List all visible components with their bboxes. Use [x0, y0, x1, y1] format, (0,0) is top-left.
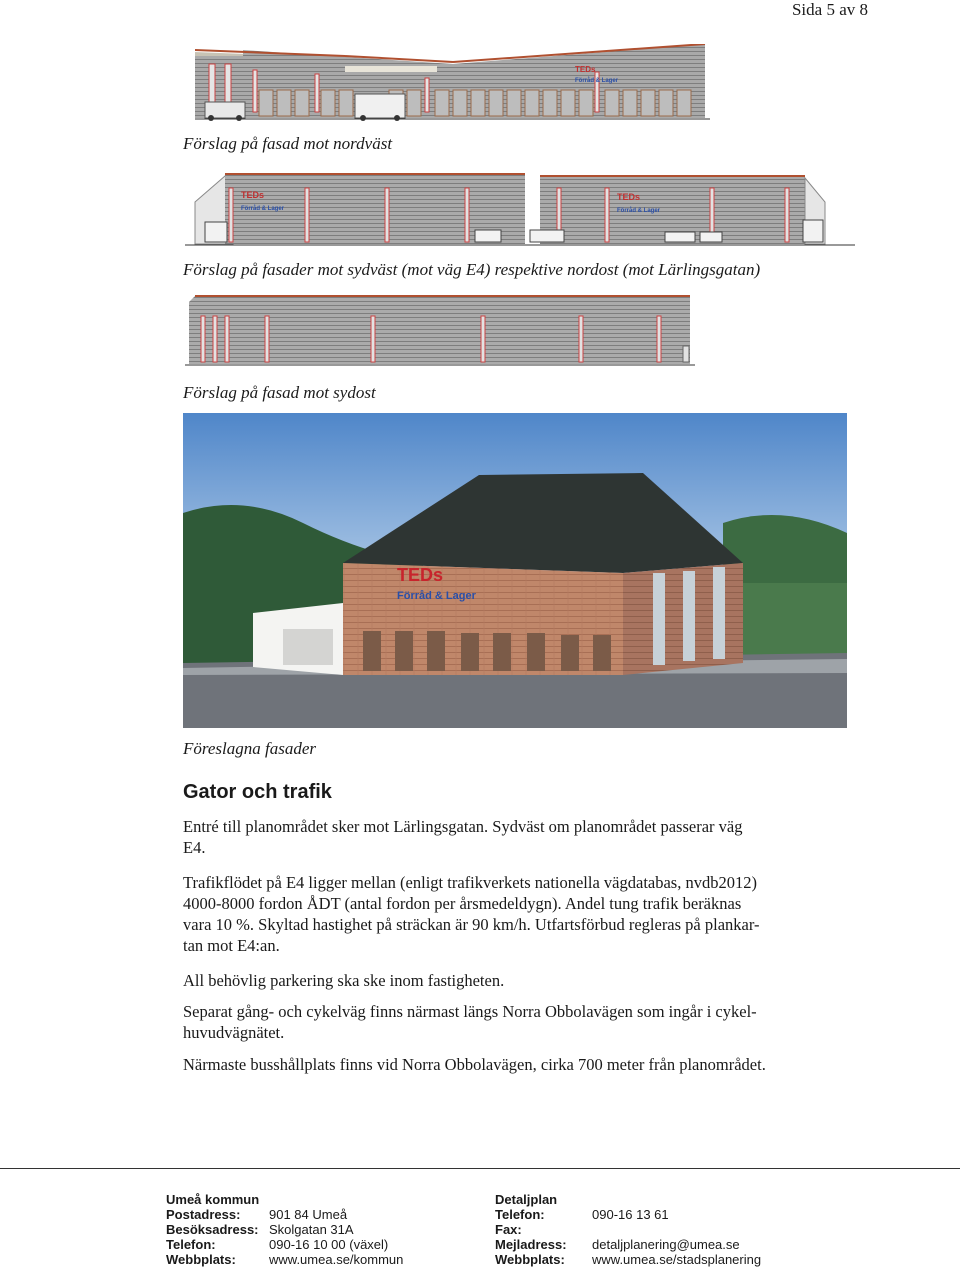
footer-department: Detaljplan Telefon: 090-16 13 61 Fax: Mejladress: detaljplanering@umea.se Webbplats: www.umea.se/stadsplanering — [495, 1192, 762, 1267]
facade-southwest-northeast-drawing — [185, 168, 855, 250]
caption-southeast: Förslag på fasad mot sydost — [183, 383, 376, 402]
caption-rendering: Föreslagna fasader — [183, 739, 317, 758]
facade-rendering-image — [183, 413, 847, 728]
sign-name: TEDs — [397, 565, 444, 585]
footer-dept: Detaljplan — [495, 1192, 558, 1207]
sign-text: Förråd & Lager — [397, 590, 476, 602]
footer-website-link[interactable]: www.umea.se/kommun — [269, 1252, 404, 1267]
facade-southeast-drawing — [185, 294, 695, 368]
paragraph-traffic-flow: Trafikflödet på E4 ligger mellan (enligt trafikverkets nationella vägdatabas, nvdb2012) 4000-8000 fordon ÅDT (antal fordon per årsmedeldygn). Andel tung trafik beräknas vara 10 %. Skyltad hastighet på sträckan är 90 km/h. Utfartsförbud regleras på plankar- tan mot E4:an. — [183, 873, 760, 955]
sign-name: TEDs — [575, 65, 596, 74]
sign-name: TEDs — [241, 190, 265, 200]
caption-northwest: Förslag på fasad mot nordväst — [183, 134, 393, 153]
sign-text: Förråd & Lager — [575, 78, 619, 84]
page-number: Sida 5 av 8 — [791, 0, 868, 19]
paragraph-cycle-path: Separat gång- och cykelväg finns närmast längs Norra Obbolavägen som ingår i cykel- huvudvägnätet. — [183, 1002, 757, 1042]
footer-org: Umeå kommun — [166, 1192, 260, 1207]
paragraph-entrance: Entré till planområdet sker mot Lärlingsgatan. Sydväst om planområdet passerar väg E4. — [183, 817, 743, 857]
caption-southwest-northeast: Förslag på fasader mot sydväst (mot väg E4) respektive nordost (mot Lärlingsgatan) — [183, 260, 761, 279]
footer-dept-website-link[interactable]: www.umea.se/stadsplanering — [592, 1252, 762, 1267]
sign-text: Förråd & Lager — [241, 206, 285, 212]
paragraph-bus-stop: Närmaste busshållplats finns vid Norra Obbolavägen, cirka 700 meter från planområdet. — [183, 1055, 766, 1074]
sign-text: Förråd & Lager — [617, 208, 661, 214]
paragraph-parking: All behövlig parkering ska ske inom fastigheten. — [183, 971, 505, 990]
sign-name: TEDs — [617, 192, 641, 202]
footer-divider — [0, 1168, 960, 1169]
footer-municipality: Umeå kommun Postadress: 901 84 Umeå Besöksadress: Skolgatan 31A Telefon: 090-16 10 00 (växel) Webbplats: www.umea.se/kommun — [166, 1192, 404, 1267]
facade-northwest-drawing — [195, 44, 710, 122]
footer-email-link[interactable]: detaljplanering@umea.se — [592, 1237, 740, 1252]
section-heading: Gator och trafik — [183, 781, 332, 803]
